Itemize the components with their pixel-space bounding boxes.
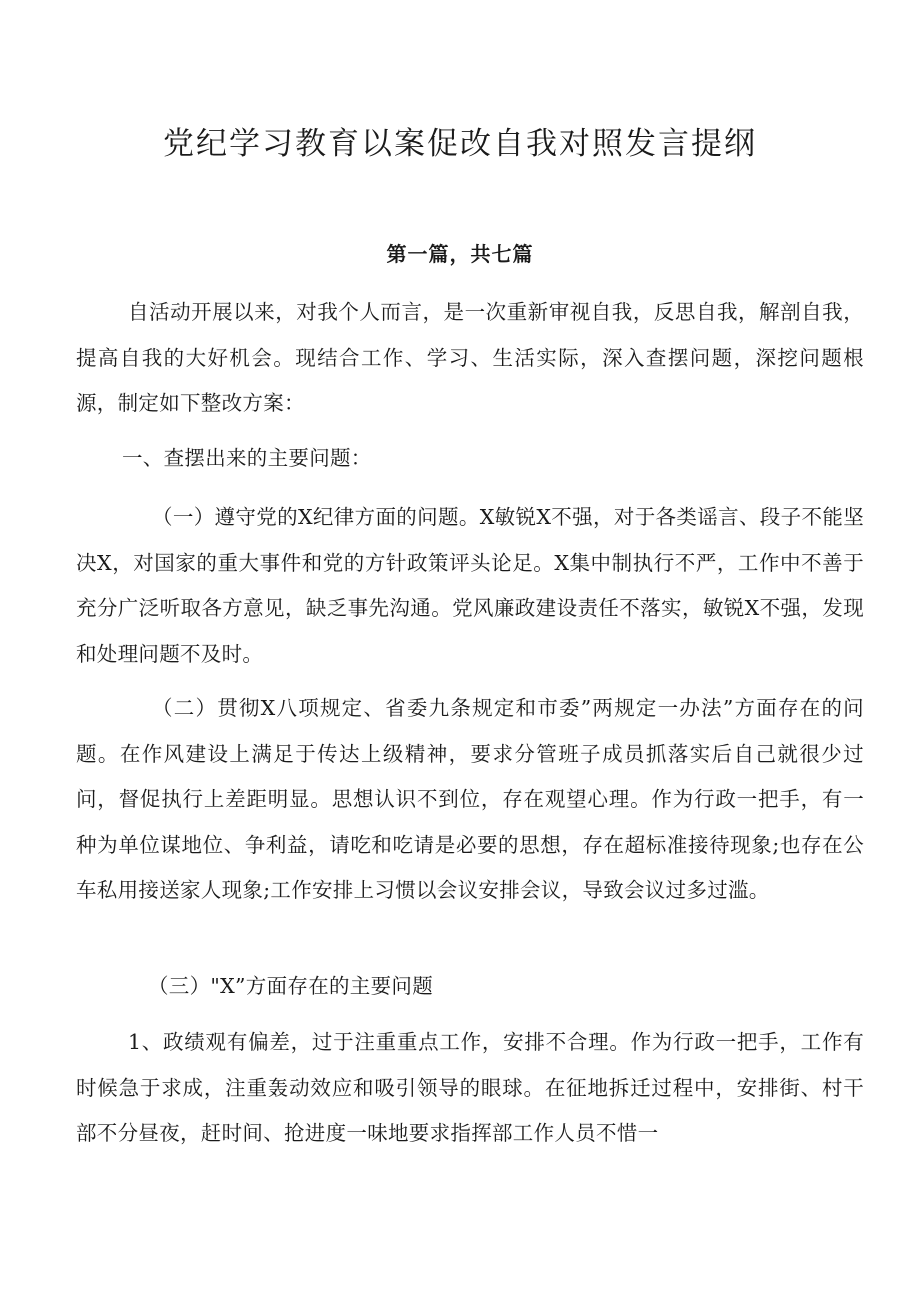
part-two-paragraph: （二）贯彻X八项规定、省委九条规定和市委”两规定一办法”方面存在的问题。在作风建设上满足于传达上级精神，要求分管班子成员抓落实后自己就很少过问，督促执行上差距明显。思想认识不到位，存在观望心理。作为行政一把手，有一种为单位谋地位、争利益，请吃和吃请是必要的思想，存在超标准接待现象;也存在公车私用接送家人现象;工作安排上习惯以会议安排会议，导致会议过多过滥。 [76,696,864,902]
section-heading: 一、查摆出来的主要问题： [122,446,372,470]
item-one-paragraph: 1、政绩观有偏差，过于注重重点工作，安排不合理。作为行政一把手，工作有时候急于求成，注重轰动效应和吸引领导的眼球。在征地拆迁过程中，安排街、村干部不分昼夜，赶时间、抢进度一味地要求指挥部工作人员不惜一 [76,1030,864,1145]
intro-paragraph: 自活动开展以来，对我个人而言，是一次重新审视自我，反思自我，解剖自我，提高自我的大好机会。现结合工作、学习、生活实际，深入查摆问题，深挖问题根源，制定如下整改方案： [76,300,864,415]
document-subtitle: 第一篇，共七篇 [386,242,534,266]
part-three-heading: （三）"X”方面存在的主要问题 [148,974,434,998]
document-title: 党纪学习教育以案促改自我对照发言提纲 [163,126,757,162]
part-one-paragraph: （一）遵守党的X纪律方面的问题。X敏锐X不强，对于各类谣言、段子不能坚决X，对国家的重大事件和党的方针政策评头论足。X集中制执行不严，工作中不善于充分广泛听取各方意见，缺乏事先沟通。党风廉政建设责任不落实，敏锐X不强，发现和处理问题不及时。 [76,505,864,666]
